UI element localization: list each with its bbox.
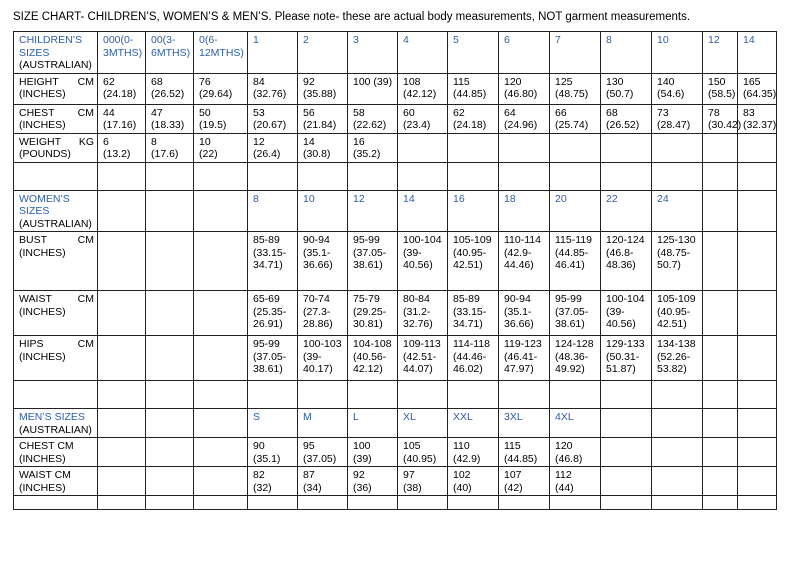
size-header-cell: 000(0- 3MTHS) [98,32,146,74]
measurement-label: HEIGHT CM (INCHES) [14,73,98,104]
size-header-cell [738,409,777,438]
measurement-value: 82 (32) [248,467,298,496]
size-header-cell: 8 [601,32,652,74]
size-header-cell: 12 [703,32,738,74]
size-chart-table [13,31,777,510]
table-cell [703,381,738,409]
size-header-cell [652,409,703,438]
measurement-value: 73 (28.47) [652,104,703,133]
page-title: SIZE CHART- CHILDREN’S, WOMEN’S & MEN’S. Please note- these are actual body measurements, NOT garment measurements. [13,11,691,23]
measurement-value: 78 (30.42) [703,104,738,133]
measurement-value: 112 (44) [550,467,601,496]
measurement-value: 102 (40) [448,467,499,496]
measurement-label: WAIST CM (INCHES) [14,291,98,336]
measurement-value: 83 (32.37) [738,104,777,133]
measurement-value: 115 (44.85) [499,438,550,467]
measurement-value: 64 (24.96) [499,104,550,133]
table-cell [738,381,777,409]
table-row [14,381,777,409]
measurement-value: 100 (39) [348,438,398,467]
size-header-cell: L [348,409,398,438]
measurement-value [499,133,550,162]
measurement-value [194,291,248,336]
table-cell [98,381,146,409]
section-header: WOMEN’S SIZES (AUSTRALIAN) [14,190,98,232]
measurement-value [738,438,777,467]
measurement-value: 105 (40.95) [398,438,448,467]
table-cell [499,496,550,510]
measurement-value: 107 (42) [499,467,550,496]
measurement-value [398,133,448,162]
measurement-value: 104-108 (40.56- 42.12) [348,336,398,381]
measurement-value: 100-104 (39- 40.56) [601,291,652,336]
measurement-value [146,336,194,381]
size-header-cell: 6 [499,32,550,74]
size-header-cell: 10 [298,190,348,232]
measurement-value [738,336,777,381]
measurement-value: 6 (13.2) [98,133,146,162]
table-cell [550,381,601,409]
size-header-cell: 5 [448,32,499,74]
measurement-value: 95 (37.05) [298,438,348,467]
measurement-value: 108 (42.12) [398,73,448,104]
measurement-value: 97 (38) [398,467,448,496]
table-cell [550,162,601,190]
size-header-cell [194,409,248,438]
table-cell [398,162,448,190]
measurement-value: 115 (44.85) [448,73,499,104]
size-header-cell: 18 [499,190,550,232]
measurement-value: 53 (20.67) [248,104,298,133]
size-header-cell: 0(6- 12MTHS) [194,32,248,74]
measurement-value [652,467,703,496]
table-cell [738,496,777,510]
measurement-value [194,336,248,381]
size-header-cell: 14 [738,32,777,74]
measurement-value: 56 (21.84) [298,104,348,133]
measurement-value [194,438,248,467]
table-row [14,232,777,291]
table-row [14,467,777,496]
measurement-value [652,133,703,162]
size-header-cell: 8 [248,190,298,232]
table-cell [601,162,652,190]
measurement-value [146,438,194,467]
measurement-value [703,438,738,467]
size-header-cell: 00(3- 6MTHS) [146,32,194,74]
measurement-value: 70-74 (27.3- 28.86) [298,291,348,336]
size-header-cell [601,409,652,438]
measurement-value [98,291,146,336]
measurement-label: HIPS CM (INCHES) [14,336,98,381]
size-header-cell: 16 [448,190,499,232]
measurement-label: CHEST CM (INCHES) [14,438,98,467]
table-row [14,438,777,467]
table-row [14,104,777,133]
table-cell [298,162,348,190]
section-header: MEN’S SIZES (AUSTRALIAN) [14,409,98,438]
measurement-value: 62 (24.18) [448,104,499,133]
table-row [14,336,777,381]
size-header-cell: S [248,409,298,438]
size-header-cell: 4XL [550,409,601,438]
table-cell [248,381,298,409]
size-header-cell: 24 [652,190,703,232]
size-header-cell [98,409,146,438]
measurement-value: 87 (34) [298,467,348,496]
measurement-value [738,467,777,496]
measurement-value: 120-124 (46.8- 48.36) [601,232,652,291]
table-cell [348,162,398,190]
size-header-cell [703,409,738,438]
table-cell [448,496,499,510]
measurement-value: 85-89 (33.15- 34.71) [448,291,499,336]
size-header-cell: 20 [550,190,601,232]
size-header-cell: 14 [398,190,448,232]
table-cell [652,162,703,190]
measurement-value [146,232,194,291]
measurement-value: 8 (17.6) [146,133,194,162]
measurement-value: 124-128 (48.36- 49.92) [550,336,601,381]
table-cell [194,162,248,190]
table-cell [14,496,98,510]
table-cell [703,496,738,510]
measurement-value: 114-118 (44.46- 46.02) [448,336,499,381]
measurement-value: 105-109 (40.95- 42.51) [448,232,499,291]
table-cell [652,496,703,510]
measurement-value: 100-104 (39- 40.56) [398,232,448,291]
measurement-label: CHEST CM (INCHES) [14,104,98,133]
table-row [14,133,777,162]
size-header-cell: 12 [348,190,398,232]
measurement-value: 110 (42.9) [448,438,499,467]
measurement-value [98,438,146,467]
measurement-value: 95-99 (37.05- 38.61) [348,232,398,291]
measurement-label: WAIST CM (INCHES) [14,467,98,496]
measurement-label: WEIGHT KG (POUNDS) [14,133,98,162]
table-row [14,291,777,336]
table-row [14,190,777,232]
size-header-cell [98,190,146,232]
measurement-value: 50 (19.5) [194,104,248,133]
measurement-value [703,291,738,336]
size-header-cell: 3 [348,32,398,74]
measurement-value: 62 (24.18) [98,73,146,104]
measurement-value: 90-94 (35.1- 36.66) [298,232,348,291]
table-cell [703,162,738,190]
measurement-value: 92 (35.88) [298,73,348,104]
size-header-cell [146,190,194,232]
size-header-cell [703,190,738,232]
table-cell [98,162,146,190]
measurement-value: 44 (17.16) [98,104,146,133]
table-row [14,496,777,510]
measurement-value: 92 (36) [348,467,398,496]
measurement-value: 75-79 (29.25- 30.81) [348,291,398,336]
size-header-cell: 22 [601,190,652,232]
measurement-value [448,133,499,162]
measurement-value: 58 (22.62) [348,104,398,133]
measurement-value [738,232,777,291]
measurement-value: 66 (25.74) [550,104,601,133]
table-cell [348,496,398,510]
measurement-value [146,467,194,496]
measurement-value: 68 (26.52) [146,73,194,104]
table-cell [398,381,448,409]
measurement-value [601,467,652,496]
measurement-value [601,133,652,162]
size-header-cell: 2 [298,32,348,74]
table-cell [348,381,398,409]
measurement-value: 150 (58.5) [703,73,738,104]
measurement-value [738,133,777,162]
measurement-value [194,467,248,496]
table-cell [601,381,652,409]
table-cell [14,162,98,190]
measurement-value [703,232,738,291]
measurement-value: 100 (39) [348,73,398,104]
measurement-value: 100-103 (39- 40.17) [298,336,348,381]
table-cell [146,381,194,409]
measurement-value: 120 (46.80) [499,73,550,104]
table-cell [448,162,499,190]
table-cell [194,381,248,409]
table-cell [550,496,601,510]
table-cell [14,381,98,409]
measurement-value [738,291,777,336]
table-cell [146,496,194,510]
measurement-value: 120 (46.8) [550,438,601,467]
table-cell [146,162,194,190]
measurement-value: 80-84 (31.2- 32.76) [398,291,448,336]
size-header-cell: XL [398,409,448,438]
table-cell [738,162,777,190]
measurement-value: 16 (35.2) [348,133,398,162]
table-cell [499,381,550,409]
measurement-value: 14 (30.8) [298,133,348,162]
measurement-value: 115-119 (44.85- 46.41) [550,232,601,291]
size-header-cell: 10 [652,32,703,74]
measurement-value [98,232,146,291]
size-header-cell: 7 [550,32,601,74]
table-cell [248,162,298,190]
size-header-cell: 3XL [499,409,550,438]
measurement-value: 85-89 (33.15- 34.71) [248,232,298,291]
size-header-cell [146,409,194,438]
measurement-value: 109-113 (42.51- 44.07) [398,336,448,381]
table-row [14,162,777,190]
table-cell [98,496,146,510]
table-cell [298,496,348,510]
size-header-cell [738,190,777,232]
measurement-value [550,133,601,162]
measurement-value [194,232,248,291]
size-header-cell: 1 [248,32,298,74]
measurement-value: 76 (29.64) [194,73,248,104]
measurement-value: 12 (26.4) [248,133,298,162]
measurement-value [98,336,146,381]
measurement-value [98,467,146,496]
measurement-value [601,438,652,467]
measurement-value: 130 (50.7) [601,73,652,104]
measurement-label: BUST CM (INCHES) [14,232,98,291]
measurement-value [703,467,738,496]
measurement-value [652,438,703,467]
size-header-cell: XXL [448,409,499,438]
measurement-value: 60 (23.4) [398,104,448,133]
measurement-value: 10 (22) [194,133,248,162]
table-row [14,32,777,74]
measurement-value: 129-133 (50.31- 51.87) [601,336,652,381]
measurement-value: 95-99 (37.05- 38.61) [248,336,298,381]
size-header-cell: 4 [398,32,448,74]
table-cell [499,162,550,190]
measurement-value: 68 (26.52) [601,104,652,133]
table-cell [601,496,652,510]
measurement-value: 84 (32.76) [248,73,298,104]
measurement-value: 95-99 (37.05- 38.61) [550,291,601,336]
measurement-value [146,291,194,336]
table-cell [398,496,448,510]
measurement-value: 47 (18.33) [146,104,194,133]
measurement-value: 90-94 (35.1- 36.66) [499,291,550,336]
measurement-value: 125 (48.75) [550,73,601,104]
table-cell [248,496,298,510]
measurement-value [703,133,738,162]
measurement-value: 105-109 (40.95- 42.51) [652,291,703,336]
measurement-value: 140 (54.6) [652,73,703,104]
table-cell [448,381,499,409]
table-cell [194,496,248,510]
measurement-value: 134-138 (52.26- 53.82) [652,336,703,381]
section-header: CHILDREN’S SIZES (AUSTRALIAN) [14,32,98,74]
table-cell [298,381,348,409]
measurement-value: 110-114 (42.9- 44.46) [499,232,550,291]
measurement-value: 119-123 (46.41- 47.97) [499,336,550,381]
measurement-value [703,336,738,381]
measurement-value: 165 (64.35) [738,73,777,104]
measurement-value: 125-130 (48.75- 50.7) [652,232,703,291]
table-cell [652,381,703,409]
table-row [14,73,777,104]
size-header-cell: M [298,409,348,438]
measurement-value: 90 (35.1) [248,438,298,467]
table-row [14,409,777,438]
measurement-value: 65-69 (25.35- 26.91) [248,291,298,336]
size-header-cell [194,190,248,232]
